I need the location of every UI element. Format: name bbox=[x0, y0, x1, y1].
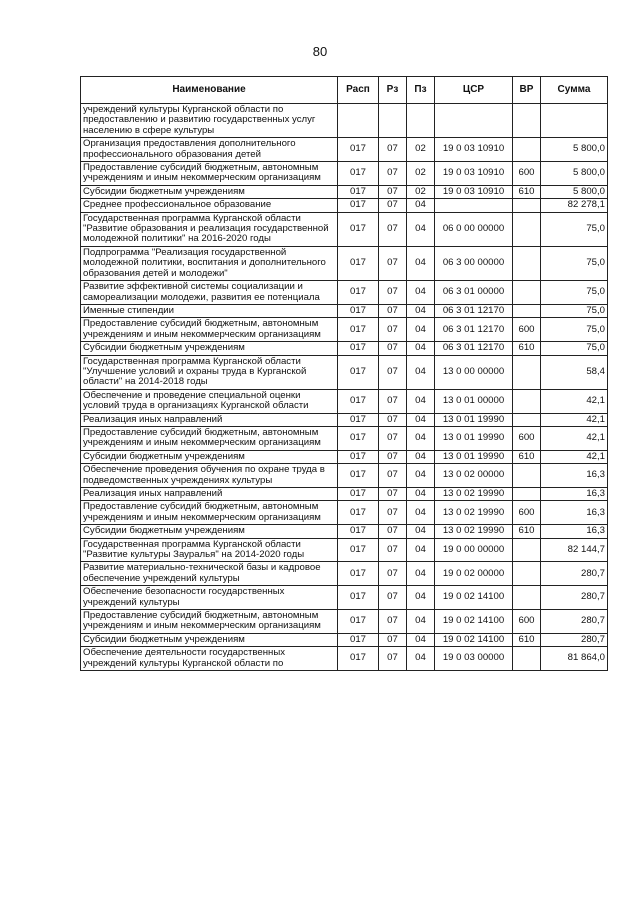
cell-sum: 58,4 bbox=[541, 355, 608, 389]
cell-pz: 02 bbox=[407, 185, 435, 198]
cell-vr: 610 bbox=[513, 633, 541, 646]
cell-csr: 19 0 03 10910 bbox=[435, 138, 513, 162]
cell-rz: 07 bbox=[379, 488, 407, 501]
cell-vr bbox=[513, 488, 541, 501]
cell-rasp: 017 bbox=[338, 162, 379, 186]
cell-csr: 19 0 02 14100 bbox=[435, 633, 513, 646]
cell-rasp: 017 bbox=[338, 212, 379, 246]
cell-sum: 16,3 bbox=[541, 525, 608, 538]
table-row bbox=[81, 464, 608, 488]
cell-sum: 280,7 bbox=[541, 633, 608, 646]
cell-rz: 07 bbox=[379, 525, 407, 538]
header-rasp: Расп bbox=[338, 77, 379, 104]
cell-name: Субсидии бюджетным учреждениям bbox=[81, 185, 338, 198]
cell-rz: 07 bbox=[379, 562, 407, 586]
cell-vr: 610 bbox=[513, 185, 541, 198]
cell-rz: 07 bbox=[379, 413, 407, 426]
cell-sum: 75,0 bbox=[541, 281, 608, 305]
cell-vr bbox=[513, 355, 541, 389]
cell-name: Именные стипендии bbox=[81, 304, 338, 317]
cell-csr: 06 3 01 12170 bbox=[435, 318, 513, 342]
cell-vr: 610 bbox=[513, 342, 541, 355]
cell-sum bbox=[541, 104, 608, 138]
cell-rasp: 017 bbox=[338, 304, 379, 317]
cell-rasp: 017 bbox=[338, 610, 379, 634]
cell-rasp: 017 bbox=[338, 464, 379, 488]
cell-vr: 600 bbox=[513, 501, 541, 525]
cell-rz: 07 bbox=[379, 426, 407, 450]
cell-rz: 07 bbox=[379, 501, 407, 525]
cell-pz: 04 bbox=[407, 212, 435, 246]
cell-sum: 75,0 bbox=[541, 304, 608, 317]
cell-rasp: 017 bbox=[338, 647, 379, 671]
cell-vr: 600 bbox=[513, 318, 541, 342]
cell-rz: 07 bbox=[379, 450, 407, 463]
cell-vr bbox=[513, 304, 541, 317]
cell-rasp: 017 bbox=[338, 538, 379, 562]
header-vr: ВР bbox=[513, 77, 541, 104]
cell-name: Государственная программа Курганской области "Улучшение условий и охраны труда в Курганской области" на 2014-2018 годы bbox=[81, 355, 338, 389]
cell-pz: 04 bbox=[407, 538, 435, 562]
cell-sum: 280,7 bbox=[541, 610, 608, 634]
cell-vr bbox=[513, 104, 541, 138]
cell-name: Предоставление субсидий бюджетным, автономным учреждениям и иным некоммерческим организациям bbox=[81, 162, 338, 186]
table-row bbox=[81, 413, 608, 426]
header-rz: Рз bbox=[379, 77, 407, 104]
cell-sum: 75,0 bbox=[541, 342, 608, 355]
cell-name: Предоставление субсидий бюджетным, автономным учреждениям и иным некоммерческим организациям bbox=[81, 610, 338, 634]
cell-rasp: 017 bbox=[338, 281, 379, 305]
table-row bbox=[81, 501, 608, 525]
cell-vr bbox=[513, 538, 541, 562]
cell-pz: 04 bbox=[407, 426, 435, 450]
cell-rz: 07 bbox=[379, 355, 407, 389]
cell-pz: 04 bbox=[407, 501, 435, 525]
cell-csr: 06 3 01 00000 bbox=[435, 281, 513, 305]
table-row bbox=[81, 212, 608, 246]
cell-name: Государственная программа Курганской области "Развитие образования и реализация государственной молодежной политики" на 2016-2020 годы bbox=[81, 212, 338, 246]
table-row bbox=[81, 426, 608, 450]
cell-rz: 07 bbox=[379, 281, 407, 305]
cell-vr: 600 bbox=[513, 426, 541, 450]
cell-rz bbox=[379, 104, 407, 138]
cell-rasp: 017 bbox=[338, 185, 379, 198]
cell-csr: 19 0 02 14100 bbox=[435, 586, 513, 610]
table-row bbox=[81, 538, 608, 562]
table-row bbox=[81, 199, 608, 212]
cell-csr: 06 0 00 00000 bbox=[435, 212, 513, 246]
cell-pz: 04 bbox=[407, 355, 435, 389]
cell-name: Организация предоставления дополнительного профессионального образования детей bbox=[81, 138, 338, 162]
table-row bbox=[81, 562, 608, 586]
cell-name: Субсидии бюджетным учреждениям bbox=[81, 633, 338, 646]
table-row bbox=[81, 318, 608, 342]
cell-pz: 02 bbox=[407, 162, 435, 186]
cell-name: Подпрограмма "Реализация государственной молодежной политики, воспитания и дополнительного образования детей и молодежи" bbox=[81, 246, 338, 280]
cell-rz: 07 bbox=[379, 538, 407, 562]
cell-csr bbox=[435, 104, 513, 138]
cell-sum: 42,1 bbox=[541, 450, 608, 463]
cell-csr: 13 0 01 19990 bbox=[435, 426, 513, 450]
cell-pz: 04 bbox=[407, 318, 435, 342]
cell-name: Реализация иных направлений bbox=[81, 488, 338, 501]
cell-sum: 42,1 bbox=[541, 426, 608, 450]
cell-pz: 04 bbox=[407, 488, 435, 501]
cell-rz: 07 bbox=[379, 199, 407, 212]
cell-rz: 07 bbox=[379, 610, 407, 634]
table-row bbox=[81, 342, 608, 355]
cell-name: Среднее профессиональное образование bbox=[81, 199, 338, 212]
cell-pz: 04 bbox=[407, 413, 435, 426]
cell-vr bbox=[513, 586, 541, 610]
cell-csr: 19 0 03 10910 bbox=[435, 162, 513, 186]
cell-rasp: 017 bbox=[338, 355, 379, 389]
cell-rz: 07 bbox=[379, 185, 407, 198]
table-row bbox=[81, 610, 608, 634]
header-name: Наименование bbox=[81, 77, 338, 104]
cell-name: Обеспечение безопасности государственных учреждений культуры bbox=[81, 586, 338, 610]
cell-rasp: 017 bbox=[338, 501, 379, 525]
cell-name: учреждений культуры Курганской области по предоставлению и развитию государственных услуг населению в сфере культуры bbox=[81, 104, 338, 138]
cell-csr: 19 0 00 00000 bbox=[435, 538, 513, 562]
cell-name: Субсидии бюджетным учреждениям bbox=[81, 525, 338, 538]
cell-csr: 19 0 02 14100 bbox=[435, 610, 513, 634]
cell-sum: 82 144,7 bbox=[541, 538, 608, 562]
table-header-row bbox=[81, 77, 608, 104]
cell-csr: 13 0 02 00000 bbox=[435, 464, 513, 488]
table-row bbox=[81, 389, 608, 413]
cell-rasp: 017 bbox=[338, 633, 379, 646]
table-row bbox=[81, 525, 608, 538]
cell-rz: 07 bbox=[379, 464, 407, 488]
cell-rz: 07 bbox=[379, 647, 407, 671]
cell-rasp bbox=[338, 104, 379, 138]
cell-vr bbox=[513, 246, 541, 280]
cell-vr bbox=[513, 562, 541, 586]
cell-sum: 280,7 bbox=[541, 586, 608, 610]
table-row bbox=[81, 138, 608, 162]
page-number: 80 bbox=[312, 44, 328, 59]
cell-rasp: 017 bbox=[338, 562, 379, 586]
cell-rz: 07 bbox=[379, 212, 407, 246]
table-body bbox=[81, 104, 608, 671]
cell-rasp: 017 bbox=[338, 586, 379, 610]
cell-sum: 5 800,0 bbox=[541, 185, 608, 198]
cell-csr: 19 0 03 00000 bbox=[435, 647, 513, 671]
cell-rz: 07 bbox=[379, 162, 407, 186]
cell-sum: 5 800,0 bbox=[541, 162, 608, 186]
cell-vr: 600 bbox=[513, 610, 541, 634]
table-row bbox=[81, 488, 608, 501]
cell-rz: 07 bbox=[379, 246, 407, 280]
cell-name: Субсидии бюджетным учреждениям bbox=[81, 450, 338, 463]
cell-pz: 04 bbox=[407, 342, 435, 355]
cell-sum: 82 278,1 bbox=[541, 199, 608, 212]
cell-rasp: 017 bbox=[338, 525, 379, 538]
cell-vr bbox=[513, 212, 541, 246]
cell-sum: 42,1 bbox=[541, 389, 608, 413]
table-row bbox=[81, 647, 608, 671]
cell-rz: 07 bbox=[379, 318, 407, 342]
table-row bbox=[81, 633, 608, 646]
cell-name: Обеспечение деятельности государственных учреждений культуры Курганской области по bbox=[81, 647, 338, 671]
cell-csr: 13 0 02 19990 bbox=[435, 501, 513, 525]
cell-vr bbox=[513, 138, 541, 162]
table-row bbox=[81, 281, 608, 305]
cell-pz: 02 bbox=[407, 138, 435, 162]
cell-csr: 13 0 01 19990 bbox=[435, 450, 513, 463]
cell-vr bbox=[513, 464, 541, 488]
cell-vr bbox=[513, 199, 541, 212]
table-row bbox=[81, 355, 608, 389]
cell-vr bbox=[513, 413, 541, 426]
cell-name: Обеспечение и проведение специальной оценки условий труда в организациях Курганской области bbox=[81, 389, 338, 413]
cell-sum: 81 864,0 bbox=[541, 647, 608, 671]
cell-sum: 16,3 bbox=[541, 488, 608, 501]
cell-pz: 04 bbox=[407, 450, 435, 463]
cell-csr: 19 0 02 00000 bbox=[435, 562, 513, 586]
cell-vr bbox=[513, 281, 541, 305]
cell-csr: 06 3 00 00000 bbox=[435, 246, 513, 280]
cell-pz: 04 bbox=[407, 525, 435, 538]
cell-pz: 04 bbox=[407, 246, 435, 280]
cell-pz: 04 bbox=[407, 199, 435, 212]
cell-pz: 04 bbox=[407, 562, 435, 586]
table-row bbox=[81, 162, 608, 186]
header-csr: ЦСР bbox=[435, 77, 513, 104]
table-row bbox=[81, 246, 608, 280]
cell-csr: 06 3 01 12170 bbox=[435, 304, 513, 317]
cell-name: Обеспечение проведения обучения по охране труда в подведомственных учреждениях культуры bbox=[81, 464, 338, 488]
cell-name: Реализация иных направлений bbox=[81, 413, 338, 426]
cell-rasp: 017 bbox=[338, 488, 379, 501]
cell-vr: 600 bbox=[513, 162, 541, 186]
cell-rz: 07 bbox=[379, 389, 407, 413]
cell-csr: 13 0 01 19990 bbox=[435, 413, 513, 426]
cell-csr: 13 0 02 19990 bbox=[435, 525, 513, 538]
cell-rasp: 017 bbox=[338, 426, 379, 450]
cell-pz: 04 bbox=[407, 464, 435, 488]
cell-rasp: 017 bbox=[338, 342, 379, 355]
cell-rz: 07 bbox=[379, 138, 407, 162]
header-pz: Пз bbox=[407, 77, 435, 104]
cell-rasp: 017 bbox=[338, 413, 379, 426]
cell-pz: 04 bbox=[407, 281, 435, 305]
cell-vr bbox=[513, 389, 541, 413]
table-row bbox=[81, 104, 608, 138]
cell-pz: 04 bbox=[407, 389, 435, 413]
cell-sum: 280,7 bbox=[541, 562, 608, 586]
cell-rz: 07 bbox=[379, 342, 407, 355]
cell-sum: 5 800,0 bbox=[541, 138, 608, 162]
table-row bbox=[81, 304, 608, 317]
cell-rz: 07 bbox=[379, 586, 407, 610]
cell-rasp: 017 bbox=[338, 318, 379, 342]
cell-csr: 06 3 01 12170 bbox=[435, 342, 513, 355]
cell-vr bbox=[513, 647, 541, 671]
cell-rasp: 017 bbox=[338, 389, 379, 413]
cell-sum: 16,3 bbox=[541, 501, 608, 525]
cell-csr: 13 0 02 19990 bbox=[435, 488, 513, 501]
cell-csr bbox=[435, 199, 513, 212]
table-row bbox=[81, 586, 608, 610]
cell-name: Субсидии бюджетным учреждениям bbox=[81, 342, 338, 355]
cell-pz: 04 bbox=[407, 610, 435, 634]
cell-sum: 75,0 bbox=[541, 318, 608, 342]
cell-name: Предоставление субсидий бюджетным, автономным учреждениям и иным некоммерческим организациям bbox=[81, 501, 338, 525]
cell-name: Предоставление субсидий бюджетным, автономным учреждениям и иным некоммерческим организациям bbox=[81, 426, 338, 450]
cell-name: Развитие материально-технической базы и кадровое обеспечение учреждений культуры bbox=[81, 562, 338, 586]
cell-rz: 07 bbox=[379, 304, 407, 317]
cell-pz: 04 bbox=[407, 586, 435, 610]
cell-csr: 13 0 01 00000 bbox=[435, 389, 513, 413]
cell-pz: 04 bbox=[407, 304, 435, 317]
cell-sum: 75,0 bbox=[541, 246, 608, 280]
cell-sum: 16,3 bbox=[541, 464, 608, 488]
cell-rasp: 017 bbox=[338, 246, 379, 280]
cell-sum: 75,0 bbox=[541, 212, 608, 246]
cell-pz: 04 bbox=[407, 633, 435, 646]
cell-sum: 42,1 bbox=[541, 413, 608, 426]
header-sum: Сумма bbox=[541, 77, 608, 104]
cell-pz bbox=[407, 104, 435, 138]
cell-vr: 610 bbox=[513, 525, 541, 538]
cell-vr: 610 bbox=[513, 450, 541, 463]
cell-name: Развитие эффективной системы социализации и самореализации молодежи, развития ее потенциала bbox=[81, 281, 338, 305]
cell-name: Предоставление субсидий бюджетным, автономным учреждениям и иным некоммерческим организациям bbox=[81, 318, 338, 342]
cell-name: Государственная программа Курганской области "Развитие культуры Зауралья" на 2014-2020 годы bbox=[81, 538, 338, 562]
table-row bbox=[81, 185, 608, 198]
cell-rasp: 017 bbox=[338, 138, 379, 162]
cell-rasp: 017 bbox=[338, 199, 379, 212]
cell-pz: 04 bbox=[407, 647, 435, 671]
cell-csr: 19 0 03 10910 bbox=[435, 185, 513, 198]
cell-rasp: 017 bbox=[338, 450, 379, 463]
cell-csr: 13 0 00 00000 bbox=[435, 355, 513, 389]
table-row bbox=[81, 450, 608, 463]
cell-rz: 07 bbox=[379, 633, 407, 646]
budget-table bbox=[80, 76, 608, 671]
